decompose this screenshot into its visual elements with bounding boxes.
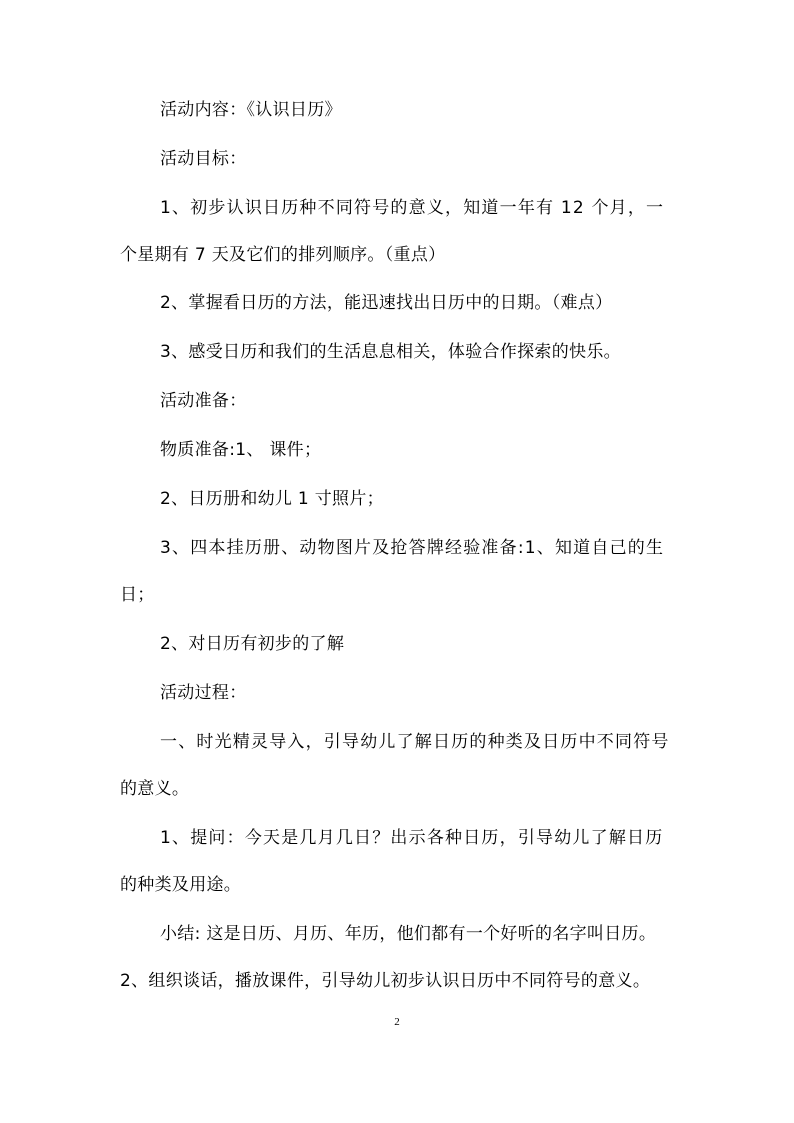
material-preparation-line: 物质准备:1、 课件； — [160, 440, 322, 460]
process-question-line-1: 1、提问：今天是几月几日？出示各种日历，引导幼儿了解日历 — [160, 828, 664, 848]
goal-1-line-2: 个星期有 7 天及它们的排列顺序。（重点） — [120, 245, 446, 265]
process-step-1-line-2: 的意义。 — [120, 779, 190, 799]
process-step-1-line-1: 一、时光精灵导入，引导幼儿了解日历的种类及日历中不同符号 — [160, 732, 670, 752]
activity-preparation-heading: 活动准备： — [160, 391, 247, 411]
experience-item-2-line: 2、对日历有初步的了解 — [160, 634, 345, 654]
activity-goals-heading: 活动目标： — [160, 149, 247, 169]
summary-line: 小结: 这是日历、月历、年历，他们都有一个好听的名字叫日历。 — [160, 924, 657, 944]
preparation-item-3-line-2: 日； — [120, 585, 155, 605]
goal-3-line: 3、感受日历和我们的生活息息相关，体验合作探索的快乐。 — [160, 342, 621, 362]
goal-2-line: 2、掌握看日历的方法，能迅速找出日历中的日期。（难点） — [160, 293, 613, 313]
process-question-line-2: 的种类及用途。 — [120, 875, 242, 895]
preparation-item-3-line-1: 3、四本挂历册、动物图片及抢答牌经验准备:1、知道自己的生 — [160, 538, 665, 558]
preparation-item-2-line: 2、日历册和幼儿 1 寸照片； — [160, 489, 384, 509]
goal-1-line-1: 1、初步认识日历种不同符号的意义，知道一年有 12 个月，一 — [160, 198, 665, 218]
activity-process-heading: 活动过程： — [160, 683, 247, 703]
page-number: 2 — [394, 1016, 400, 1028]
activity-content-line: 活动内容：《认识日历》 — [160, 100, 342, 120]
process-step-2-line: 2、组织谈话，播放课件，引导幼儿初步认识日历中不同符号的意义。 — [120, 971, 651, 991]
